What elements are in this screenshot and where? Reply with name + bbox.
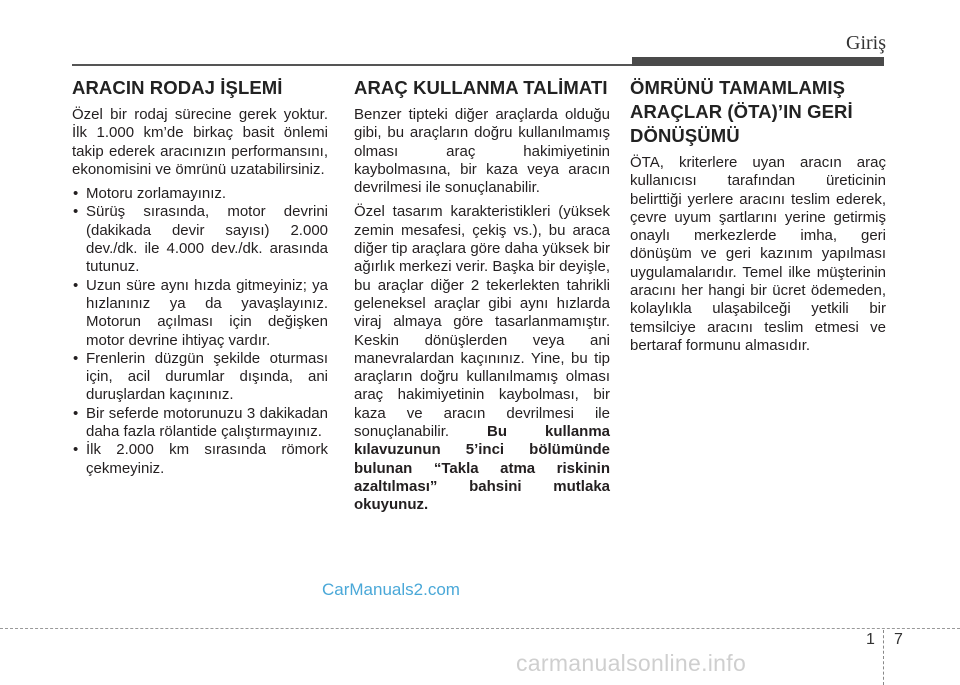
section-heading-break-in: ARACIN RODAJ İŞLEMİ bbox=[72, 77, 283, 98]
driving-paragraph-1: Benzer tipteki diğer araçlarda olduğu gibi, bu araçların doğru kullanılmamış olması araç hakimiyetinin kaybolmasına, bir kaza veya aracın devrilmesi ile sonuçlanabilir. bbox=[354, 106, 610, 197]
page-header-title: Giriş bbox=[846, 32, 886, 54]
column-recycling bbox=[630, 76, 886, 361]
header-rule bbox=[72, 64, 632, 66]
list-item: • Bir seferde motorunuzu 3 dakikadan daha fazla rölantide çalıştırmayınız. bbox=[72, 405, 328, 442]
column-driving-instructions bbox=[354, 76, 610, 521]
footer-site-watermark: carmanualsonline.info bbox=[516, 650, 747, 676]
footer-divider bbox=[0, 628, 960, 629]
driving-warning-bold: Bu kullanma kılavuzunun 5’inci bölümünde bulunan “Takla atma riskinin azaltılması” bahsini mutlaka okuyunuz. bbox=[354, 423, 611, 514]
header-accent-bar bbox=[632, 57, 884, 66]
page-number: 7 bbox=[894, 631, 903, 648]
list-item: • Uzun süre aynı hızda gitmeyiniz; ya hızlanınız ya da yavaşlayınız. Motorun açılması için değişken motor devrine ihtiyaç vardır. bbox=[72, 277, 328, 350]
list-item: • İlk 2.000 km sırasında römork çekmeyiniz. bbox=[72, 441, 328, 478]
chapter-number: 1 bbox=[866, 631, 875, 648]
section-heading-recycling: ÖMRÜNÜ TAMAMLAMIŞ ARAÇLAR (ÖTA)’IN GERİ DÖNÜŞÜMÜ bbox=[630, 77, 853, 146]
break-in-intro: Özel bir rodaj sürecine gerek yoktur. İlk 1.000 km’de birkaç basit önlemi takip ederek aracınızın performansını, ekonomisini ve ömrünü uzatabilirsiniz. bbox=[72, 106, 328, 178]
break-in-list bbox=[72, 185, 328, 478]
page-number-divider bbox=[883, 630, 884, 685]
column-break-in bbox=[72, 76, 328, 478]
section-heading-driving: ARAÇ KULLANMA TALİMATI bbox=[354, 77, 608, 98]
watermark-link[interactable]: CarManuals2.com bbox=[322, 580, 460, 599]
recycling-paragraph: ÖTA, kriterlere uyan aracın araç kullanıcısı tarafından üreticinin belirttiği yerlere aracını teslim ederek, çevre uyum şartlarını yerine getirmiş onaylı merkezlerde imha, geri dönüşüm ve geri kazınım yapılması uygulamalarıdır. Temel ilke müşterinin aracını her hangi bir ücret ödemeden, kolaylıkla ulaşabilceği yetkili bir temsilciye aracını teslim etmesi ve bertaraf formunu almasıdır. bbox=[630, 154, 886, 354]
list-item: • Sürüş sırasında, motor devrini (dakikada devir sayısı) 2.000 dev./dk. ile 4.000 dev./dk. arasında tutunuz. bbox=[72, 203, 328, 276]
driving-paragraph-2 bbox=[354, 203, 610, 514]
driving-paragraph-2-text: Özel tasarım karakteristikleri (yüksek zemin mesafesi, çekiş vs.), bu araca diğer tip araçlara göre daha yüksek bir ağırlık merkezi verir. Başka bir deyişle, bu araçlar diğer 2 tekerlekten tahrikli geleneksel araçlar gibi aynı hızlarda viraj almaya göre tasarlanmamıştır. Keskin dönüşlerden veya ani manevralardan kaçınınız. Yine, bu tip araçların doğru kullanılmamış olması araç hakimiyetinin kaybolması, bir kaza ve aracın devrilmesi ile sonuçlanabilir. bbox=[354, 203, 610, 441]
list-item: • Frenlerin düzgün şekilde oturması için, acil durumlar dışında, ani duruşlardan kaçınınız. bbox=[72, 350, 328, 405]
list-item: • Motoru zorlamayınız. bbox=[72, 185, 328, 203]
